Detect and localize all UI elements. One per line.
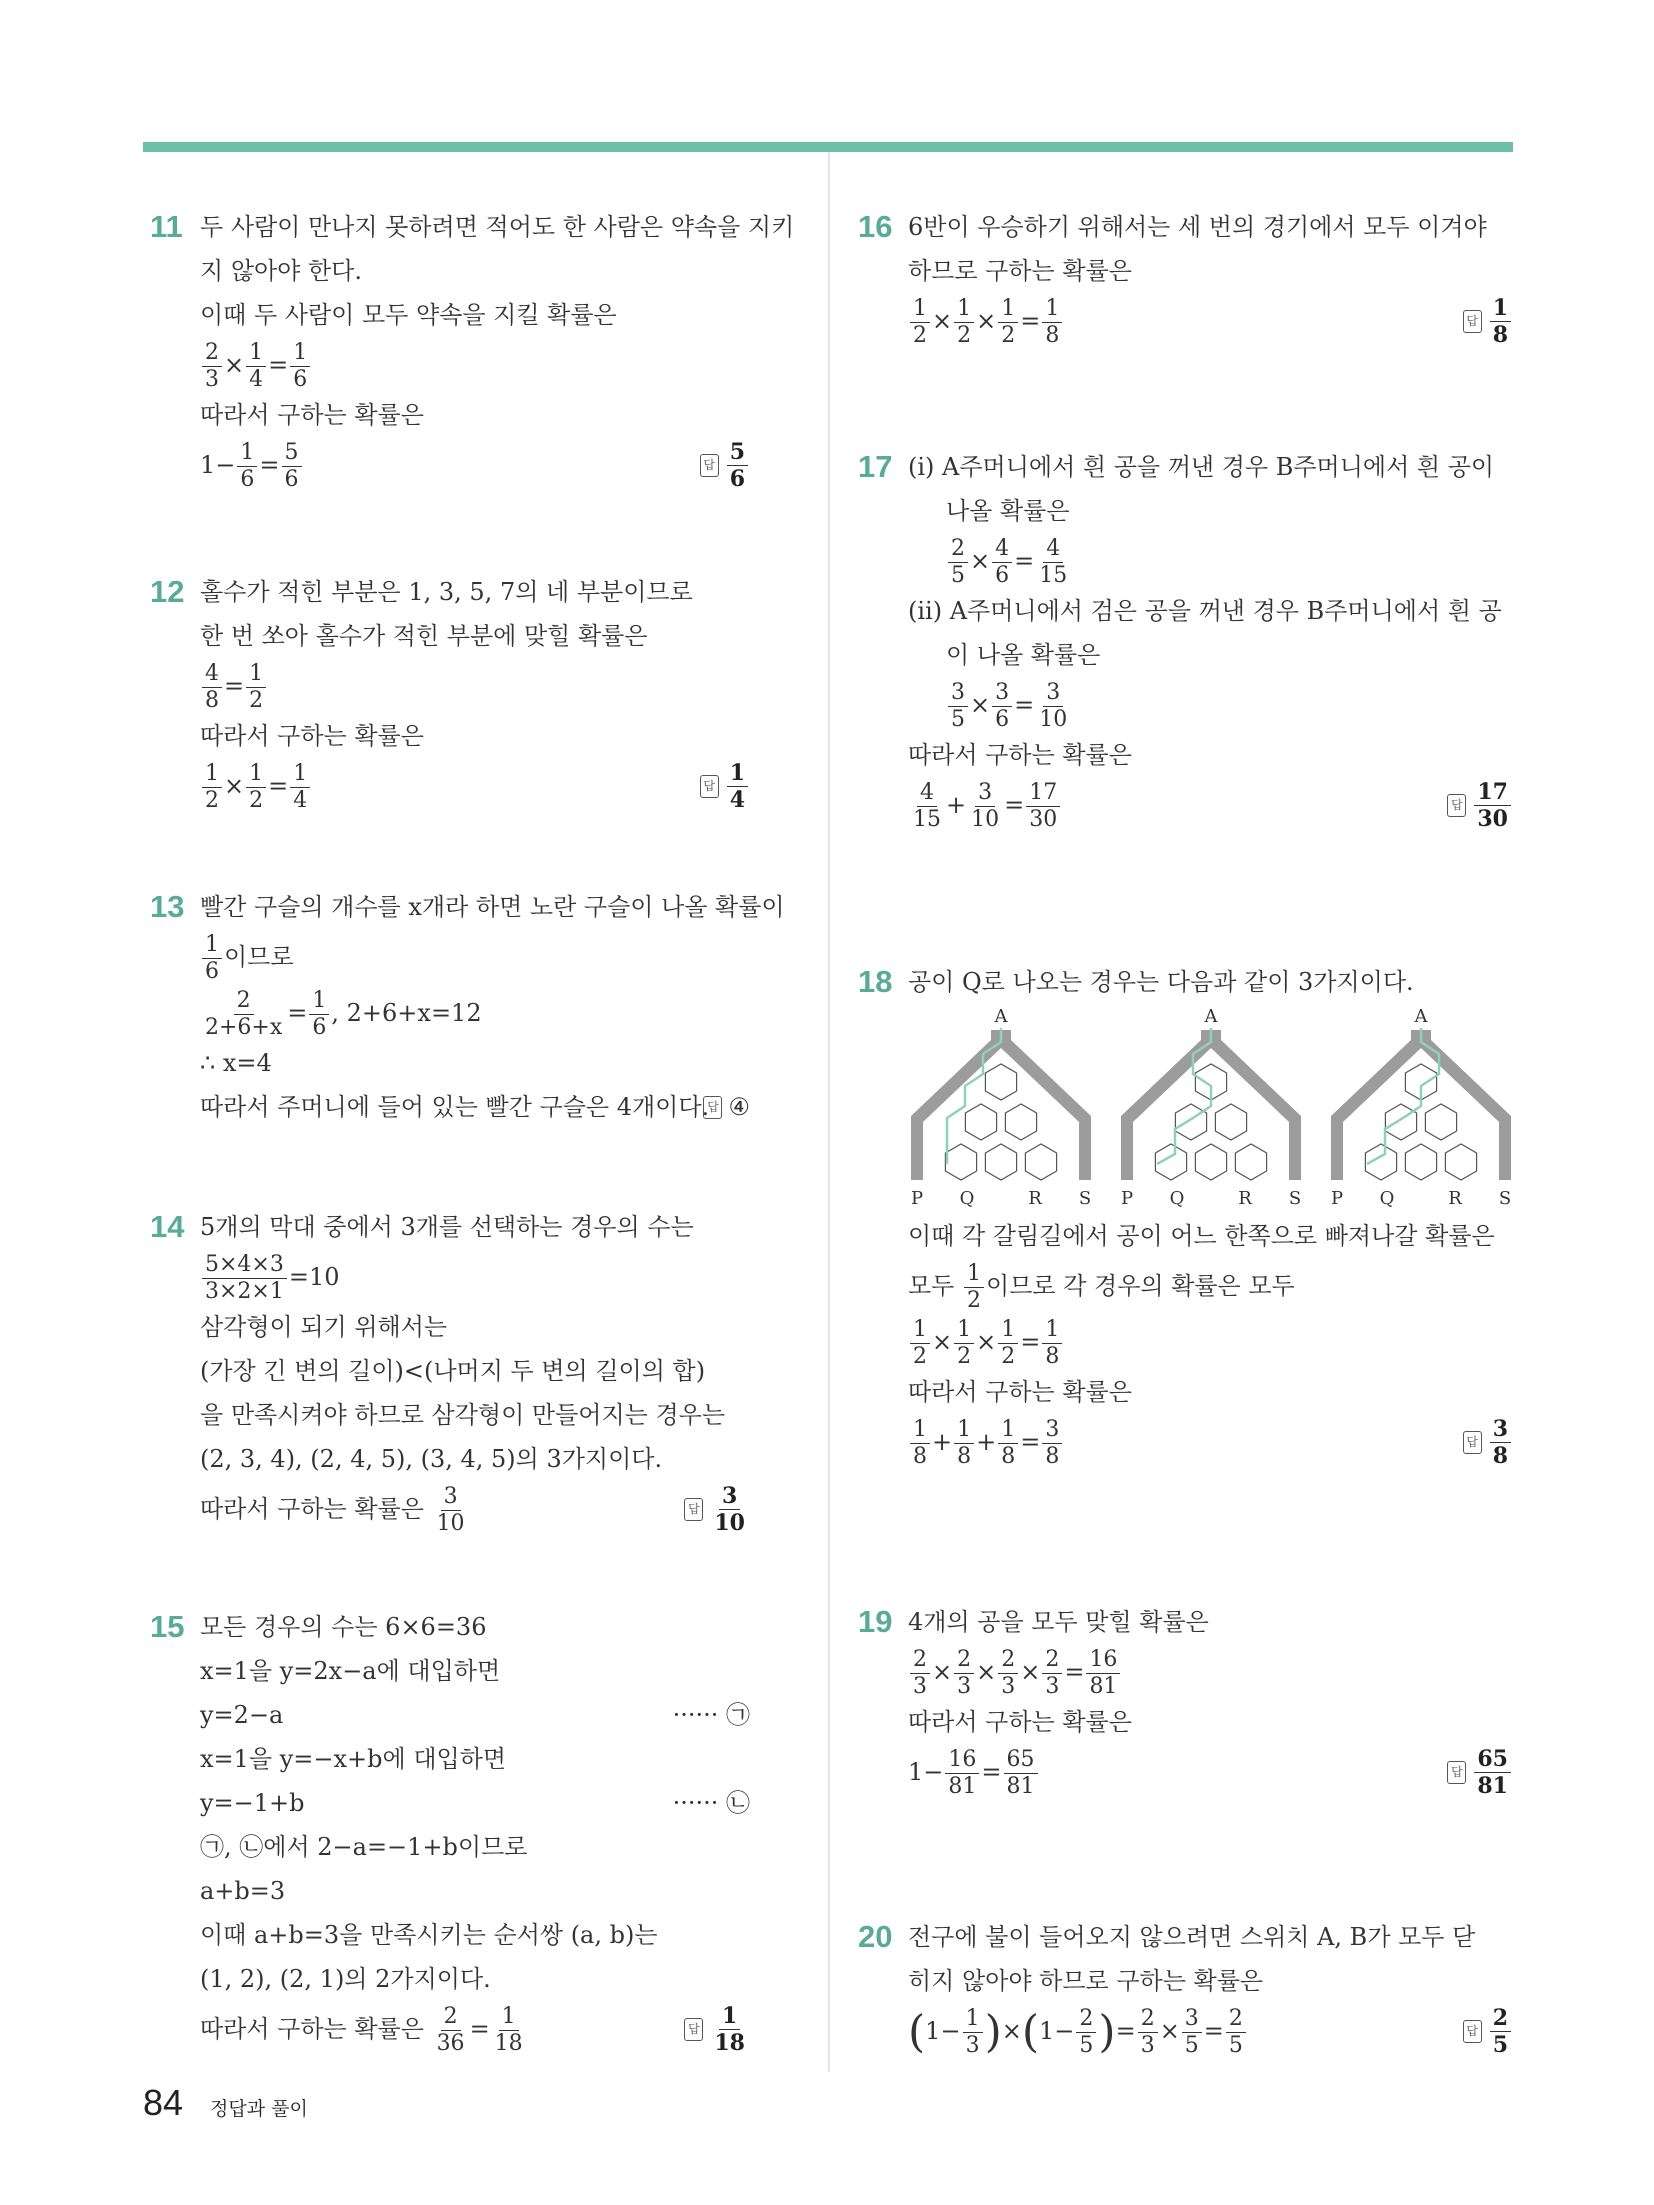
text-line: 따라서 구하는 확률은 (200, 722, 424, 750)
problem-number: 11 (150, 209, 183, 244)
text-line: 따라서 주머니에 들어 있는 빨간 구슬은 4개이다. 답 ④ (200, 1085, 750, 1129)
page-number: 84 (143, 2082, 184, 2123)
exit-label: P (1120, 1188, 1134, 1209)
equation-tag: ······ ㉠ (672, 1701, 750, 1729)
answer-mark-icon: 답 (1463, 2020, 1482, 2043)
problem-number: 17 (858, 449, 893, 484)
pinball-diagram-2 (1113, 1004, 1309, 1214)
exit-label: R (1448, 1188, 1462, 1209)
hex-peg (1175, 1104, 1206, 1140)
problem-number: 15 (150, 1609, 185, 1644)
text-line: 지 않아야 한다. (200, 257, 362, 285)
equation: $\frac{2}{3}$ × $\frac{2}{3}$ × $\frac{2}{3}$ × $\frac{2}{3}$ = $\frac{16}{81}$ (908, 1644, 1513, 1700)
equation: $\frac{2}{3}$ × $\frac{1}{4}$ = $\frac{1}{6}$ (200, 337, 750, 393)
exit-label: S (1288, 1188, 1302, 1209)
answer-mark-icon: 답 (1463, 1431, 1482, 1454)
text-line: 나올 확률은 (946, 497, 1070, 525)
text-line: $\frac{1}{6}$ 이므로 (200, 929, 750, 985)
text-line: 이때 각 갈림길에서 공이 어느 한쪽으로 빠져나갈 확률은 (908, 1222, 1495, 1250)
text-line: 삼각형이 되기 위해서는 (200, 1313, 448, 1341)
entry-label: A (994, 1006, 1008, 1027)
text-line: 모두 $\frac{1}{2}$ 이므로 각 경우의 확률은 모두 (908, 1261, 1295, 1313)
text-line: 따라서 구하는 확률은 (908, 1708, 1132, 1736)
text-line: (가장 긴 변의 길이)<(나머지 두 변의 길이의 합) (200, 1357, 706, 1385)
exit-label: S (1498, 1188, 1512, 1209)
equation: 1− $\frac{16}{81}$ = $\frac{65}{81}$ 답 $\frac{65}{81}$ (908, 1744, 1513, 1800)
exit-label: Q (959, 1188, 975, 1209)
answer-mark-icon: 답 (700, 454, 719, 477)
answer: 답 $\frac{1}{8}$ (1463, 293, 1513, 349)
answer: 답 $\frac{5}{6}$ (700, 437, 750, 493)
problem-number: 19 (858, 1604, 893, 1639)
text-line: 하므로 구하는 확률은 (908, 257, 1132, 285)
text-line: 이때 a+b=3을 만족시키는 순서쌍 (a, b)는 (200, 1921, 658, 1949)
text-line: ∴ x=4 (200, 1049, 272, 1077)
hex-peg (1195, 1144, 1226, 1180)
equation-tag: ······ ㉡ (672, 1789, 750, 1817)
answer-mark-icon: 답 (1447, 1761, 1466, 1784)
text-line: 이때 두 사람이 모두 약속을 지킬 확률은 (200, 301, 617, 329)
equation: $\frac{5\times 4\times 3}{3\times 2\times 1}$ =10 (200, 1249, 750, 1305)
text-line: 모든 경우의 수는 6×6=36 (200, 1613, 487, 1641)
exit-label: Q (1379, 1188, 1395, 1209)
text-line: y=2−a ······ ㉠ (200, 1693, 750, 1737)
answer-mark-icon: 답 (684, 1498, 703, 1521)
answer: 답 $\frac{1}{4}$ (700, 758, 750, 814)
text-line: x=1을 y=2x−a에 대입하면 (200, 1657, 501, 1685)
equation: 1− $\frac{1}{6}$ = $\frac{5}{6}$ 답 $\frac{5}{6}$ (200, 437, 750, 493)
problem-number: 18 (858, 964, 893, 999)
answer: 답 $\frac{65}{81}$ (1447, 1744, 1513, 1800)
hex-peg (1005, 1104, 1036, 1140)
hex-peg (1425, 1104, 1456, 1140)
problem-number: 20 (858, 1919, 893, 1954)
answer-mark-icon: 답 (1463, 310, 1482, 333)
text-line: 히지 않아야 하므로 구하는 확률은 (908, 1967, 1264, 1995)
pinball-diagram-1 (903, 1004, 1099, 1214)
problem-number: 13 (150, 889, 185, 924)
problem-number: 14 (150, 1209, 185, 1244)
hex-peg (1025, 1144, 1056, 1180)
text-line: 빨간 구슬의 개수를 x개라 하면 노란 구슬이 나올 확률이 (200, 893, 785, 921)
hex-peg (945, 1144, 976, 1180)
answer: 답 ④ (703, 1085, 750, 1129)
text-line: (ⅰ) A주머니에서 흰 공을 꺼낸 경우 B주머니에서 흰 공이 (908, 453, 1495, 481)
hex-peg (1215, 1104, 1246, 1140)
equation: $\frac{1}{2}$ × $\frac{1}{2}$ × $\frac{1}{2}$ = $\frac{1}{8}$ 답 $\frac{1}{8}$ (908, 293, 1513, 349)
text-line: 공이 Q로 나오는 경우는 다음과 같이 3가지이다. (908, 968, 1414, 996)
equation: $\frac{1}{2}$ × $\frac{1}{2}$ = $\frac{1}{4}$ 답 $\frac{1}{4}$ (200, 758, 750, 814)
column-divider (828, 152, 830, 2072)
text-line: 따라서 구하는 확률은 (200, 401, 424, 429)
text-line: 6반이 우승하기 위해서는 세 번의 경기에서 모두 이겨야 (908, 213, 1487, 241)
answer-mark-icon: 답 (703, 1096, 722, 1119)
exit-label: R (1238, 1188, 1252, 1209)
equation: 따라서 구하는 확률은 $\frac{2}{36}$ = $\frac{1}{18}$ 답 $\frac{1}{18}$ (200, 2001, 750, 2057)
hex-peg (1445, 1144, 1476, 1180)
hex-peg (965, 1104, 996, 1140)
equation: (1− $\frac{1}{3}$ )×(1− $\frac{2}{5}$ )= $\frac{2}{3}$ × $\frac{3}{5}$ = $\frac{2}{5}$ 답 $\frac{2}{5}$ (908, 2003, 1513, 2059)
answer: 답 $\frac{2}{5}$ (1463, 2003, 1513, 2059)
text-line: 홀수가 적힌 부분은 1, 3, 5, 7의 네 부분이므로 (200, 578, 693, 606)
answer: 답 $\frac{3}{10}$ (684, 1481, 750, 1537)
text-line: 이 나올 확률은 (946, 641, 1101, 669)
footer-label: 정답과 풀이 (210, 2098, 308, 2120)
entry-label: A (1414, 1006, 1428, 1027)
text-line: 따라서 구하는 확률은 (908, 1378, 1132, 1406)
equation: $\frac{2}{5}$ × $\frac{4}{6}$ = $\frac{4}{15}$ (908, 533, 1513, 589)
hex-peg (985, 1064, 1016, 1100)
text-line: 두 사람이 만나지 못하려면 적어도 한 사람은 약속을 지키 (200, 213, 795, 241)
exit-label: P (1330, 1188, 1344, 1209)
answer-mark-icon: 답 (700, 775, 719, 798)
equation: $\frac{2}{2+6+x}$ = $\frac{1}{6}$ , 2+6+x=12 (205, 988, 482, 1040)
answer: 답 $\frac{3}{8}$ (1463, 1414, 1513, 1470)
header-bar (143, 142, 1513, 152)
hex-peg (1405, 1144, 1436, 1180)
text-line: y=−1+b ······ ㉡ (200, 1781, 750, 1825)
hex-peg (985, 1144, 1016, 1180)
text-line: (ⅱ) A주머니에서 검은 공을 꺼낸 경우 B주머니에서 흰 공 (908, 597, 1502, 625)
text-line: (2, 3, 4), (2, 4, 5), (3, 4, 5)의 3가지이다. (200, 1445, 663, 1473)
exit-label: P (910, 1188, 924, 1209)
text-line: a+b=3 (200, 1877, 286, 1905)
text-line: x=1을 y=−x+b에 대입하면 (200, 1745, 507, 1773)
text-line: 을 만족시켜야 하므로 삼각형이 만들어지는 경우는 (200, 1401, 726, 1429)
text-line: ㉠, ㉡에서 2−a=−1+b이므로 (200, 1833, 528, 1861)
equation: $\frac{1}{8}$ + $\frac{1}{8}$ + $\frac{1}{8}$ = $\frac{3}{8}$ 답 $\frac{3}{8}$ (908, 1414, 1513, 1470)
text-line: 한 번 쏘아 홀수가 적힌 부분에 맞힐 확률은 (200, 622, 648, 650)
equation: $\frac{4}{8}$ = $\frac{1}{2}$ (200, 658, 750, 714)
text-line: 4개의 공을 모두 맞힐 확률은 (908, 1608, 1209, 1636)
equation: 따라서 구하는 확률은 $\frac{3}{10}$ 답 $\frac{3}{10}$ (200, 1481, 750, 1537)
text-line: 5개의 막대 중에서 3개를 선택하는 경우의 수는 (200, 1213, 694, 1241)
equation: $\frac{4}{15}$ + $\frac{3}{10}$ = $\frac{17}{30}$ 답 $\frac{17}{30}$ (908, 777, 1513, 833)
problem-number: 12 (150, 574, 185, 609)
entry-label: A (1204, 1006, 1218, 1027)
hex-peg (1235, 1144, 1266, 1180)
equation: $\frac{1}{2}$ × $\frac{1}{2}$ × $\frac{1}{2}$ = $\frac{1}{8}$ (908, 1314, 1513, 1370)
text-line: (1, 2), (2, 1)의 2가지이다. (200, 1965, 491, 1993)
exit-label: R (1028, 1188, 1042, 1209)
answer-mark-icon: 답 (684, 2018, 703, 2041)
text-line: 전구에 불이 들어오지 않으려면 스위치 A, B가 모두 닫 (908, 1923, 1476, 1951)
text-line: 따라서 구하는 확률은 (908, 741, 1132, 769)
pinball-diagram-3 (1323, 1004, 1519, 1214)
problem-number: 16 (858, 209, 893, 244)
pinball-diagrams (908, 1004, 1513, 1214)
answer-mark-icon: 답 (1447, 794, 1466, 817)
hex-peg (1385, 1104, 1416, 1140)
equation: $\frac{3}{5}$ × $\frac{3}{6}$ = $\frac{3}{10}$ (908, 677, 1513, 733)
answer: 답 $\frac{1}{18}$ (684, 2001, 750, 2057)
answer: 답 $\frac{17}{30}$ (1447, 777, 1513, 833)
exit-label: S (1078, 1188, 1092, 1209)
exit-label: Q (1169, 1188, 1185, 1209)
